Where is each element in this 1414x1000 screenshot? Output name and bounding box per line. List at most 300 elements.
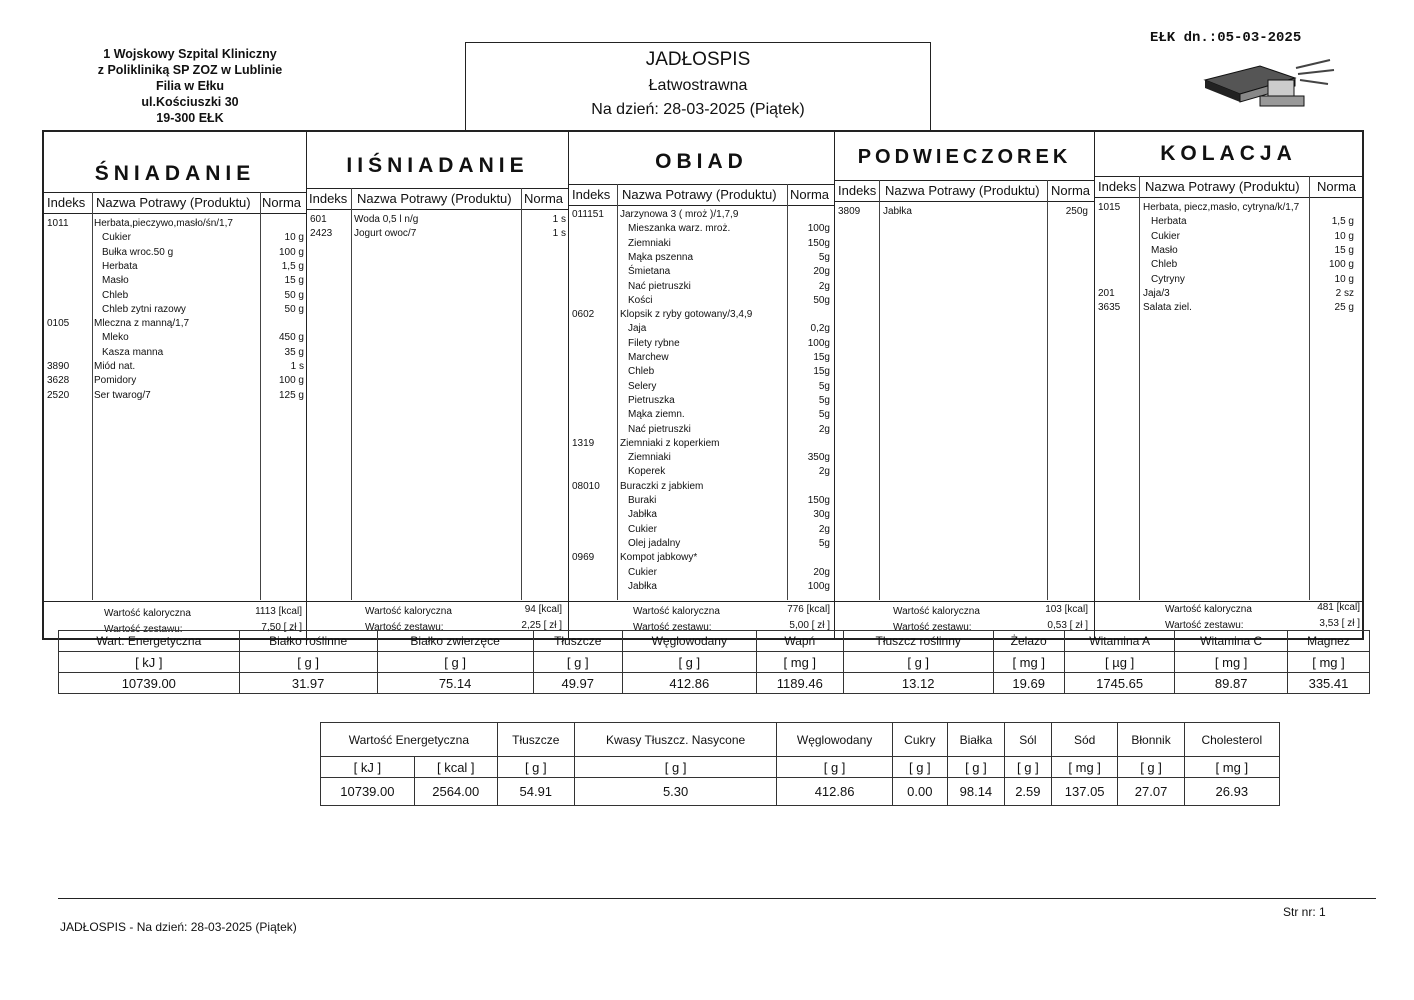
nutrient-unit: [ µg ] [1064,652,1174,673]
cost-label: Wartość zestawu: [633,622,712,633]
nutrient-value: 75.14 [377,673,533,694]
meal-column-afternoon-snack [835,132,1095,638]
nutrient-unit: [ mg ] [1287,652,1369,673]
item-index: 601 [310,214,327,225]
footer-text: JADŁOSPIS - Na dzień: 28-03-2025 (Piątek) [60,920,297,934]
item-norm: 1 s [290,361,304,372]
nutrient-value: 5.30 [574,778,777,806]
menu-item-row [44,218,306,232]
index-header: Indeks [838,183,877,198]
menu-item-row [569,424,834,438]
item-name: Jarzynowa 3 ( mroż )/1,7,9 [620,209,739,220]
nutrient-label: Wart. Energetyczna [59,631,240,652]
nutrition-value-row [59,673,1370,694]
cost-value: 2,25 [ zł ] [521,620,562,631]
item-norm: 5g [818,251,830,263]
kcal-value: 94 [kcal] [524,604,562,615]
menu-item-row [1095,288,1362,302]
item-norm: 15g [813,366,830,378]
nutrient-unit: [ g ] [777,757,892,778]
nutrient-value: 10739.00 [59,673,240,694]
item-name: Pomidory [94,375,137,387]
menu-item-row [44,375,306,389]
energy-value-kcal: 2564.00 [414,778,497,806]
nutrient-value: 27.07 [1118,778,1184,806]
item-name: Jaja [628,323,647,335]
menu-item-row [44,290,306,304]
item-name: Kości [628,294,653,306]
nutrient-value: 49.97 [533,673,622,694]
item-index: 1015 [1098,202,1121,213]
menu-item-row [569,266,834,280]
nutrient-unit: [ g ] [947,757,1004,778]
item-name: Herbata, piecz,masło, cytryna/k/1,7 [1143,202,1300,213]
nutrition-unit-row [321,757,1280,778]
item-index: 3809 [838,206,861,217]
nutrient-label: Cukry [892,723,947,757]
menu-item-row [44,361,306,375]
menu-table [42,130,1364,640]
nutrient-label: Witamina A [1064,631,1174,652]
nutrient-value: 1745.65 [1064,673,1174,694]
item-index: 1319 [572,437,595,449]
menu-item-row [44,332,306,346]
nutrient-unit: [ g ] [239,652,377,673]
item-name: Chleb zytni razowy [102,303,186,315]
cost-label: Wartość zestawu: [893,622,972,633]
item-name: Mąka pszenna [628,251,694,263]
nutrient-unit: [ kJ ] [59,652,240,673]
menu-item-row [569,352,834,366]
menu-item-row [569,381,834,395]
nutrient-value: 31.97 [239,673,377,694]
kcal-value: 1113 [kcal] [255,606,302,617]
menu-item-row [1095,259,1362,273]
item-norm: 2g [818,280,830,292]
menu-item-row [1095,231,1362,245]
nutrient-label: Białko roślinne [239,631,377,652]
menu-item-row [1095,245,1362,259]
item-index: 2520 [47,389,70,401]
nutrient-value: 26.93 [1184,778,1279,806]
menu-item-row [569,252,834,266]
menu-item-row [1095,274,1362,288]
nutrient-value: 89.87 [1175,673,1288,694]
item-name: Śmietana [628,266,671,278]
item-norm: 0,2g [810,323,830,335]
cost-value: 3,53 [ zł ] [1319,618,1360,629]
nutrition-value-row [321,778,1280,806]
item-norm: 15g [813,352,830,363]
hospital-line: ul.Kościuszki 30 [141,95,239,109]
nutrient-label: Kwasy Tłuszcz. Nasycone [574,723,777,757]
menu-item-row [569,395,834,409]
nutrient-label: Węglowodany [622,631,756,652]
menu-item-row [569,452,834,466]
nutrient-label: Magnez [1287,631,1369,652]
item-norm: 15 g [284,275,304,287]
nutrient-unit: [ mg ] [1175,652,1288,673]
index-header: Indeks [572,187,611,202]
nutrient-label: Tłuszcze [533,631,622,652]
menu-item-row [1095,216,1362,230]
title-box [465,42,931,132]
column-header-row [1095,176,1362,198]
nutrient-label: Sól [1004,723,1051,757]
item-name: Jaja/3 [1143,287,1170,299]
menu-item-row [1095,302,1362,316]
nutrient-value: 0.00 [892,778,947,806]
nutrient-value: 137.05 [1051,778,1118,806]
item-name: Mąka ziemn. [628,409,685,421]
item-name: Herbata [102,260,138,272]
nutrient-label: Białko zwierzęce [377,631,533,652]
item-norm: 100g [807,337,830,349]
nutrient-value: 1189.46 [756,673,843,694]
column-divider [879,180,880,600]
nutrient-value: 412.86 [622,673,756,694]
item-name: Nać pietruszki [628,423,691,435]
nutrient-label: Sód [1051,723,1118,757]
item-name: Masło [102,275,129,287]
nutrient-unit: [ mg ] [993,652,1064,673]
nutrient-label: Żelazo [993,631,1064,652]
menu-item-row [835,206,1094,220]
item-norm: 15 g [1334,244,1354,256]
menu-item-row [569,323,834,337]
item-name: Chleb [102,289,129,301]
item-name: Selery [628,380,657,392]
nutrient-label: Witamina C [1175,631,1288,652]
item-norm: 2g [818,423,830,435]
nutrient-value: 13.12 [843,673,993,694]
footer-divider [58,898,1376,899]
item-norm: 5g [818,394,830,406]
item-norm: 2 sz [1335,287,1354,299]
diet-name: Łatwostrawna [648,77,748,94]
norm-header: Norma [790,187,830,202]
item-norm: 100 g [1328,259,1354,271]
energy-unit-kcal: [ kcal ] [414,757,497,778]
nutrition-table-daily [58,630,1370,694]
menu-item-row [44,304,306,318]
item-name: Ziemniaki [628,452,671,464]
cost-label: Wartość zestawu: [1165,620,1244,631]
kcal-label: Wartość kaloryczna [104,608,191,619]
menu-item-row [569,338,834,352]
name-header: Nazwa Potrawy (Produktu) [357,191,512,206]
nutrient-value: 412.86 [777,778,892,806]
item-name: Kompot jabkowy* [620,552,698,564]
book-computer-icon [1200,58,1340,118]
item-norm: 50 g [284,303,304,315]
nutrient-value: 54.91 [497,778,574,806]
menu-item-row [44,261,306,275]
cost-value: 0,53 [ zł ] [1047,620,1088,631]
item-name: Ziemniaki z koperkiem [620,437,720,449]
hospital-line: 1 Wojskowy Szpital Kliniczny [103,47,277,61]
nutrient-unit: [ mg ] [756,652,843,673]
cost-value: 5,00 [ zł ] [789,620,830,631]
menu-item-row [569,524,834,538]
item-name: Buraki [628,495,657,506]
nutrient-unit: [ mg ] [1051,757,1118,778]
item-norm: 350g [807,452,830,464]
nutrient-unit: [ g ] [843,652,993,673]
item-index: 2423 [310,228,333,240]
item-norm: 100g [807,580,830,592]
item-name: Kasza manna [102,346,164,358]
page-number: Str nr: 1 [1283,905,1326,919]
menu-item-row [44,275,306,289]
item-name: Cukier [628,566,657,578]
item-name: Jabłka [628,580,657,592]
menu-item-row [569,581,834,595]
item-name: Mieszanka warz. mroż. [628,223,731,235]
kcal-label: Wartość kaloryczna [633,606,720,617]
name-header: Nazwa Potrawy (Produktu) [1145,179,1300,194]
kcal-value: 776 [kcal] [787,604,830,615]
column-header-row [569,184,834,206]
item-name: Masło [1151,244,1178,256]
norm-header: Norma [1051,183,1091,198]
item-name: Marchew [628,352,669,363]
menu-item-row [44,247,306,261]
meal-title: PODWIECZOREK [857,146,1072,168]
menu-item-row [44,318,306,332]
meal-column-second-breakfast [307,132,569,638]
item-index: 3635 [1098,302,1121,314]
item-norm: 50g [813,294,830,306]
energy-value-kj: 10739.00 [321,778,415,806]
name-header: Nazwa Potrawy (Produktu) [96,195,251,210]
item-norm: 250g [1065,206,1088,217]
item-norm: 100g [807,223,830,235]
menu-date: Na dzień: 28-03-2025 (Piątek) [591,101,805,118]
item-norm: 50 g [284,289,304,301]
menu-item-row [307,214,568,228]
item-name: Bułka wroc.50 g [102,246,174,258]
item-index: 08010 [572,480,600,492]
index-header: Indeks [309,191,348,206]
index-header: Indeks [47,195,86,210]
nutrient-label: Wapń [756,631,843,652]
nutrition-label-row [59,631,1370,652]
meal-column-breakfast [44,132,307,638]
column-divider [521,188,522,600]
item-norm: 20g [813,566,830,578]
menu-item-row [569,409,834,423]
menu-item-row [569,466,834,480]
menu-item-row [569,438,834,452]
hospital-info [60,46,320,126]
item-norm: 25 g [1334,302,1354,314]
item-name: Cukier [1151,230,1180,242]
nutrient-label: Cholesterol [1184,723,1279,757]
item-name: Olej jadalny [628,537,681,549]
cost-label: Wartość zestawu: [104,624,183,635]
nutrition-unit-row [59,652,1370,673]
item-norm: 30g [813,509,830,521]
name-header: Nazwa Potrawy (Produktu) [622,187,777,202]
item-index: 0602 [572,309,595,321]
energy-label: Wartość Energetyczna [321,723,498,757]
date-stamp: EŁK dn.:05-03-2025 [1150,30,1302,46]
item-index: 3890 [47,361,70,372]
nutrient-label: Tłuszcz roślinny [843,631,993,652]
nutrient-value: 2.59 [1004,778,1051,806]
item-norm: 5g [818,409,830,421]
meal-title: IIŚNIADANIE [346,154,529,177]
item-name: Woda 0,5 l n/g [354,214,419,225]
item-name: Cukier [628,523,657,535]
item-name: Cytryny [1151,273,1185,285]
nutrient-label: Węglowodany [777,723,892,757]
item-name: Koperek [628,466,666,478]
item-name: Buraczki z jabkiem [620,480,704,492]
nutrient-unit: [ g ] [1004,757,1051,778]
nutrient-label: Białka [947,723,1004,757]
item-index: 0969 [572,552,595,564]
column-divider [351,188,352,600]
item-name: Mleczna z manną/1,7 [94,318,190,330]
item-norm: 2g [818,523,830,535]
nutrient-label: Tłuszcze [497,723,574,757]
menu-item-row [569,366,834,380]
item-name: Chleb [628,366,655,378]
item-norm: 1,5 g [281,260,304,272]
menu-item-row [569,209,834,223]
item-name: Salata ziel. [1143,302,1192,314]
item-name: Cukier [102,232,131,244]
item-index: 201 [1098,287,1115,299]
nutrient-unit: [ g ] [892,757,947,778]
nutrient-unit: [ g ] [1118,757,1184,778]
menu-item-row [569,223,834,237]
item-norm: 20g [813,266,830,278]
item-norm: 450 g [278,332,304,344]
item-norm: 2g [818,466,830,478]
hospital-line: z Polikliniką SP ZOZ w Lublinie [97,63,283,77]
item-norm: 1,5 g [1331,216,1354,228]
item-norm: 5g [818,380,830,392]
cost-label: Wartość zestawu: [365,622,444,633]
meal-title: KOLACJA [1160,142,1297,165]
name-header: Nazwa Potrawy (Produktu) [885,183,1040,198]
item-norm: 100 g [278,246,304,258]
nutrient-unit: [ g ] [533,652,622,673]
item-norm: 10 g [284,232,304,244]
item-norm: 150g [807,495,830,506]
menu-item-row [307,228,568,242]
item-norm: 35 g [284,346,304,358]
nutrient-unit: [ g ] [377,652,533,673]
item-name: Klopsik z ryby gotowany/3,4,9 [620,309,753,321]
item-name: Mleko [102,332,129,344]
menu-item-row [1095,202,1362,216]
item-norm: 1 s [552,214,566,225]
item-name: Chleb [1151,259,1178,271]
item-name: Miód nat. [94,361,136,372]
kcal-label: Wartość kaloryczna [1165,604,1252,615]
item-norm: 5g [818,537,830,549]
menu-item-row [569,495,834,509]
item-name: Ser twarog/7 [94,389,151,401]
nutrient-label: Błonnik [1118,723,1184,757]
menu-item-row [569,567,834,581]
item-index: 0105 [47,318,70,330]
hospital-line: 19-300 EŁK [156,111,224,125]
menu-item-row [569,552,834,566]
kcal-value: 103 [kcal] [1045,604,1088,615]
nutrition-table-label [320,722,1280,806]
meal-title: OBIAD [655,150,748,173]
cost-value: 7,50 [ zł ] [261,622,302,633]
meal-column-lunch [569,132,835,638]
item-name: Nać pietruszki [628,280,691,292]
column-header-row [307,188,568,210]
norm-header: Norma [1317,179,1357,194]
item-norm: 150g [807,237,830,249]
item-norm: 100 g [278,375,304,387]
nutrient-value: 98.14 [947,778,1004,806]
menu-item-row [569,238,834,252]
menu-item-row [569,538,834,552]
column-divider [1047,180,1048,600]
item-norm: 10 g [1334,230,1354,242]
menu-item-row [44,232,306,246]
hospital-line: Filia w Ełku [155,79,225,93]
item-name: Jabłka [628,509,657,521]
kcal-value: 481 [kcal] [1317,602,1360,613]
nutrition-label-row [321,723,1280,757]
item-norm: 1 s [552,228,566,240]
item-name: Jabłka [883,206,912,217]
menu-item-row [569,481,834,495]
norm-header: Norma [262,195,302,210]
energy-unit-kj: [ kJ ] [321,757,415,778]
menu-item-row [569,281,834,295]
item-name: Herbata,pieczywo,masło/śn/1,7 [94,218,233,229]
nutrient-value: 335.41 [1287,673,1369,694]
nutrient-value: 19.69 [993,673,1064,694]
column-header-row [44,192,306,214]
menu-item-row [569,309,834,323]
nutrient-unit: [ g ] [622,652,756,673]
menu-item-row [569,295,834,309]
nutrient-unit: [ g ] [497,757,574,778]
item-index: 011151 [572,209,604,220]
meal-title: ŚNIADANIE [94,162,256,185]
column-header-row [835,180,1094,202]
item-norm: 125 g [278,389,304,401]
item-norm: 10 g [1334,273,1354,285]
nutrient-unit: [ mg ] [1184,757,1279,778]
menu-item-row [44,347,306,361]
nutrient-unit: [ g ] [574,757,777,778]
item-index: 3628 [47,375,70,387]
item-name: Herbata [1151,216,1187,228]
kcal-label: Wartość kaloryczna [365,606,452,617]
item-name: Ziemniaki [628,237,671,249]
kcal-label: Wartość kaloryczna [893,606,980,617]
page-title: JADŁOSPIS [645,49,751,70]
item-name: Pietruszka [628,394,675,406]
index-header: Indeks [1098,179,1137,194]
item-name: Filety rybne [628,337,680,349]
norm-header: Norma [524,191,564,206]
menu-item-row [44,390,306,404]
